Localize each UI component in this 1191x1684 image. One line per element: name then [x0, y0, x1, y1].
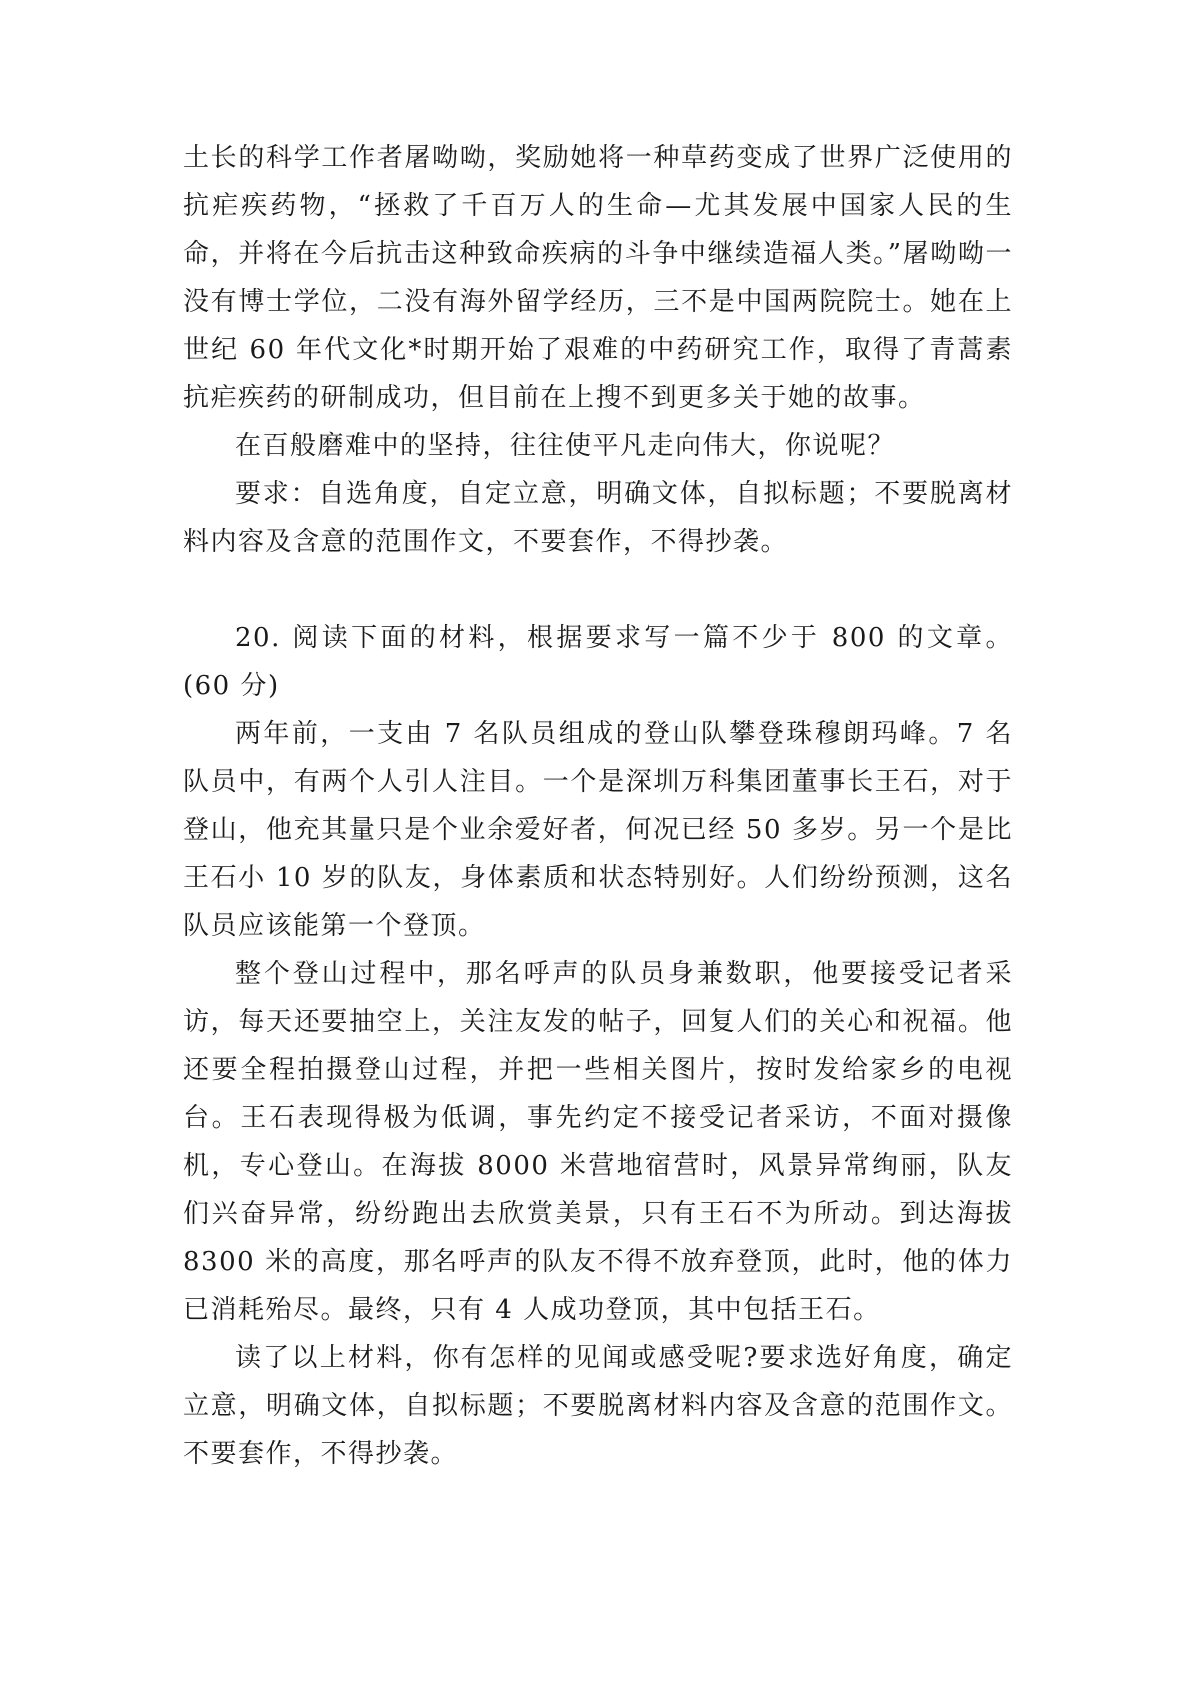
paragraph-question: 在百般磨难中的坚持，往往使平凡走向伟大，你说呢？ — [235, 431, 896, 461]
paragraph-material-story: 整个登山过程中，那名呼声的队员身兼数职，他要接受记者采访，每天还要抽空上，关注友发的帖子，回复人们的关心和祝福。他还要全程拍摄登山过程，并把一些相关图片，按时发给家乡的电视台。王石表现得极为低调，事先约定不接受记者采访，不面对摄像机，专心登山。在海拔 8000 米营地宿营时，风景异常绚丽，队友们兴奋异常，纷纷跑出去欣赏美景，只有王石不为所动。到达海拔 8300 米的高度，那名呼声的队友不得不放弃登顶，此时，他的体力已消耗殆尽。最终，只有 4 人成功登顶，其中包括王石。 — [183, 959, 1013, 1325]
document-body — [183, 134, 1013, 1478]
paragraph-requirements: 读了以上材料，你有怎样的见闻或感受呢?要求选好角度，确定立意，明确文体，自拟标题；不要脱离材料内容及含意的范围作文。不要套作，不得抄袭。 — [183, 1343, 1013, 1469]
paragraph-material-intro: 两年前，一支由 7 名队员组成的登山队攀登珠穆朗玛峰。7 名队员中，有两个人引人注目。一个是深圳万科集团董事长王石，对于登山，他充其量只是个业余爱好者，何况已经 50 多岁。另一个是比王石小 10 岁的队友，身体素质和状态特别好。人们纷纷预测，这名队员应该能第一个登顶。 — [183, 719, 1013, 941]
paragraph-material-continued: 土长的科学工作者屠呦呦，奖励她将一种草药变成了世界广泛使用的抗疟疾药物，“拯救了千百万人的生命—尤其发展中国家人民的生命，并将在今后抗击这种致命疾病的斗争中继续造福人类。”屠呦呦一没有博士学位，二没有海外留学经历，三不是中国两院院士。她在上世纪 60 年代文化*时期开始了艰难的中药研究工作，取得了青蒿素抗疟疾药的研制成功，但目前在上搜不到更多关于她的故事。 — [183, 143, 1013, 413]
paragraph-requirements: 要求：自选角度，自定立意，明确文体，自拟标题；不要脱离材料内容及含意的范围作文，不要套作，不得抄袭。 — [183, 479, 1013, 557]
essay-prompt-20 — [183, 614, 1013, 1478]
question-heading: 20. 阅读下面的材料，根据要求写一篇不少于 800 的文章。(60 分) — [183, 623, 1013, 701]
essay-prompt-19-continued — [183, 134, 1013, 566]
